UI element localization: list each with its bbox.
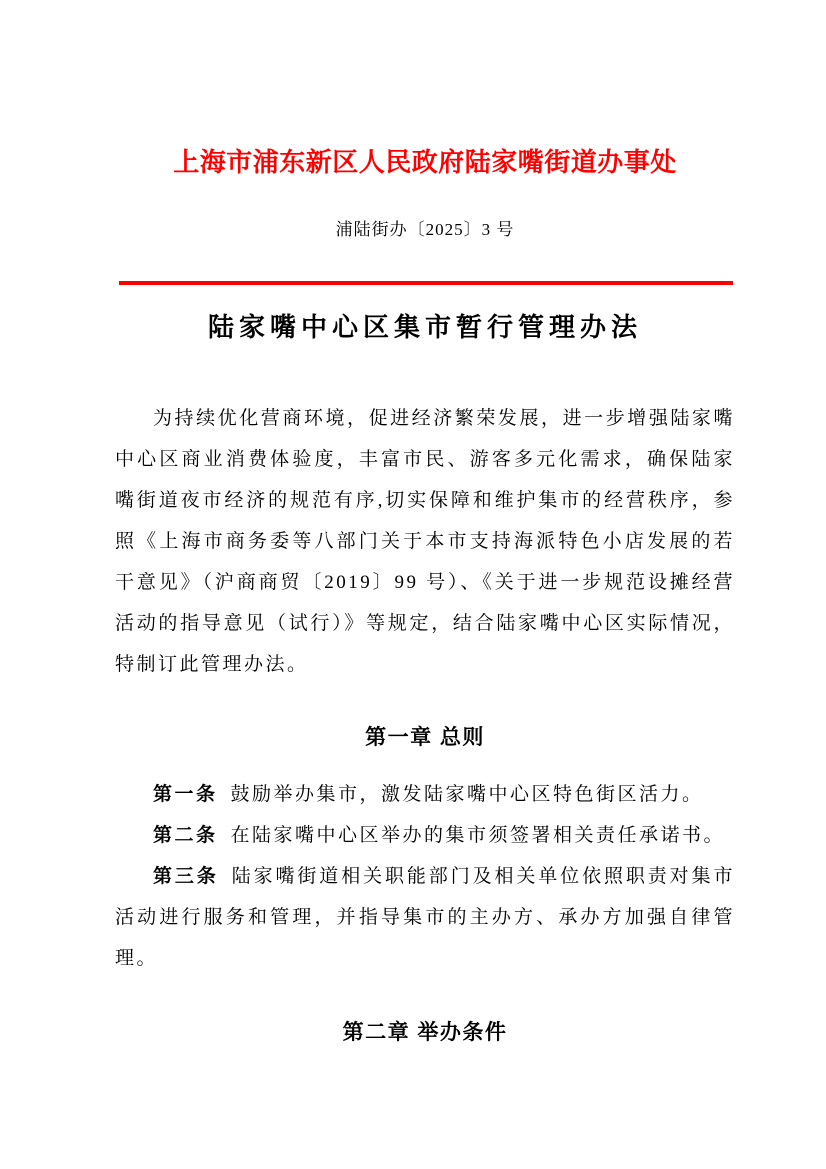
document-title: 陆家嘴中心区集市暂行管理办法 <box>207 312 642 342</box>
article-1-text: 鼓励举办集市，激发陆家嘴中心区特色街区活力。 <box>230 784 704 805</box>
article-3-label: 第三条 <box>153 866 219 887</box>
article-1 <box>115 774 735 815</box>
chapter-2-heading: 第二章 举办条件 <box>342 1021 508 1044</box>
red-divider-line <box>119 281 733 285</box>
intro-paragraph: 为持续优化营商环境，促进经济繁荣发展，进一步增强陆家嘴中心区商业消费体验度，丰富市民、游客多元化需求，确保陆家嘴街道夜市经济的规范有序,切实保障和维护集市的经营秩序，参照《上海市商务委等八部门关于本市支持海派特色小店发展的若干意见》（沪商商贸〔2019〕99 号）、《关于进一步规范设摊经营活动的指导意见（试行）》等规定，结合陆家嘴中心区实际情况，特制订此管理办法。 <box>115 408 735 675</box>
article-2 <box>115 815 735 856</box>
article-3-text: 陆家嘴街道相关职能部门及相关单位依照职责对集市活动进行服务和管理，并指导集市的主办方、承办方加强自律管理。 <box>115 866 735 969</box>
agency-name-header: 上海市浦东新区人民政府陆家嘴街道办事处 <box>173 147 677 177</box>
article-1-label: 第一条 <box>153 784 218 805</box>
article-2-text: 在陆家嘴中心区举办的集市须签署相关责任承诺书。 <box>230 825 726 846</box>
chapter-1-heading: 第一章 总则 <box>365 726 485 749</box>
article-3 <box>115 856 735 979</box>
document-number: 浦陆街办〔2025〕3 号 <box>335 220 515 239</box>
article-2-label: 第二条 <box>153 825 218 846</box>
